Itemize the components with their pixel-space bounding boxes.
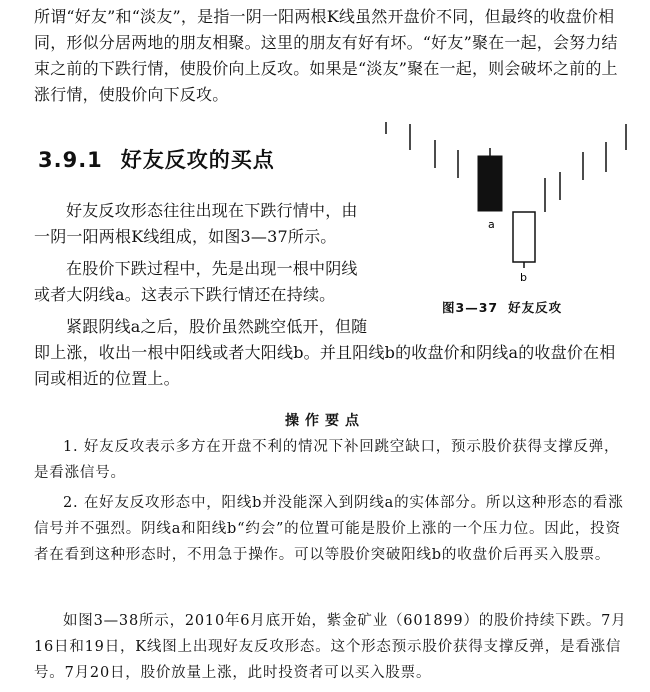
section-number: 3.9.1 (38, 148, 103, 172)
figure-caption (442, 298, 562, 316)
paragraph-bullish-candle-start: 紧跟阴线a之后，股价虽然跳空低开，但随 (66, 317, 368, 336)
trend-candles (386, 122, 626, 212)
section-heading (38, 144, 275, 174)
key-point-2: 2. 在好友反攻形态中，阳线b并没能深入到阴线a的实体部分。所以这种形态的看涨信号并不强烈。阴线a和阳线b“约会”的位置可能是股价上涨的一个压力位。因此，投资者在看到这种形态时，不用急于操作。可以等股价突破阳线b的收盘价后再买入股票。 (34, 495, 624, 563)
candle-a-label: a (488, 218, 495, 231)
paragraph-bearish-candle: 在股价下跌过程中，先是出现一根中阴线或者大阴线a。这表示下跌行情还在持续。 (34, 259, 358, 304)
candlestick-figure (380, 120, 630, 320)
candle-a-bearish (478, 156, 502, 211)
key-point-1: 1. 好友反攻表示多方在开盘不利的情况下补回跳空缺口，预示股价获得支撑反弹，是看涨信号。 (34, 439, 620, 481)
intro-paragraph: 所谓“好友”和“淡友”，是指一阴一阳两根K线虽然开盘价不同，但最终的收盘价相同，形似分居两地的朋友相聚。这里的朋友有好有坏。“好友”聚在一起，会努力结束之前的下跌行情，使股价向上反攻。如果是“淡友”聚在一起，则会破坏之前的上涨行情，使股价向下反攻。 (34, 7, 618, 104)
candle-b-label: b (520, 271, 527, 284)
paragraph-bullish-candle-cont: 即上涨，收出一根中阳线或者大阳线b。并且阳线b的收盘价和阴线a的收盘价在相同或相近的位置上。 (34, 343, 616, 388)
section-title: 好友反攻的买点 (120, 148, 275, 172)
figure-number: 图3—37 (442, 300, 499, 315)
candle-b-bullish (513, 212, 535, 262)
paragraph-formation: 好友反攻形态往往出现在下跌行情中，由一阴一阳两根K线组成，如图3—37所示。 (34, 201, 358, 246)
key-points-title: 操作要点 (285, 413, 365, 429)
figure-title: 好友反攻 (508, 300, 563, 315)
example-paragraph: 如图3—38所示，2010年6月底开始，紫金矿业（601899）的股价持续下跌。7月16日和19日，K线图上出现好友反攻形态。这个形态预示股价获得支撑反弹，是看涨信号。7月20日，股价放量上涨，此时投资者可以买入股票。 (34, 613, 627, 681)
